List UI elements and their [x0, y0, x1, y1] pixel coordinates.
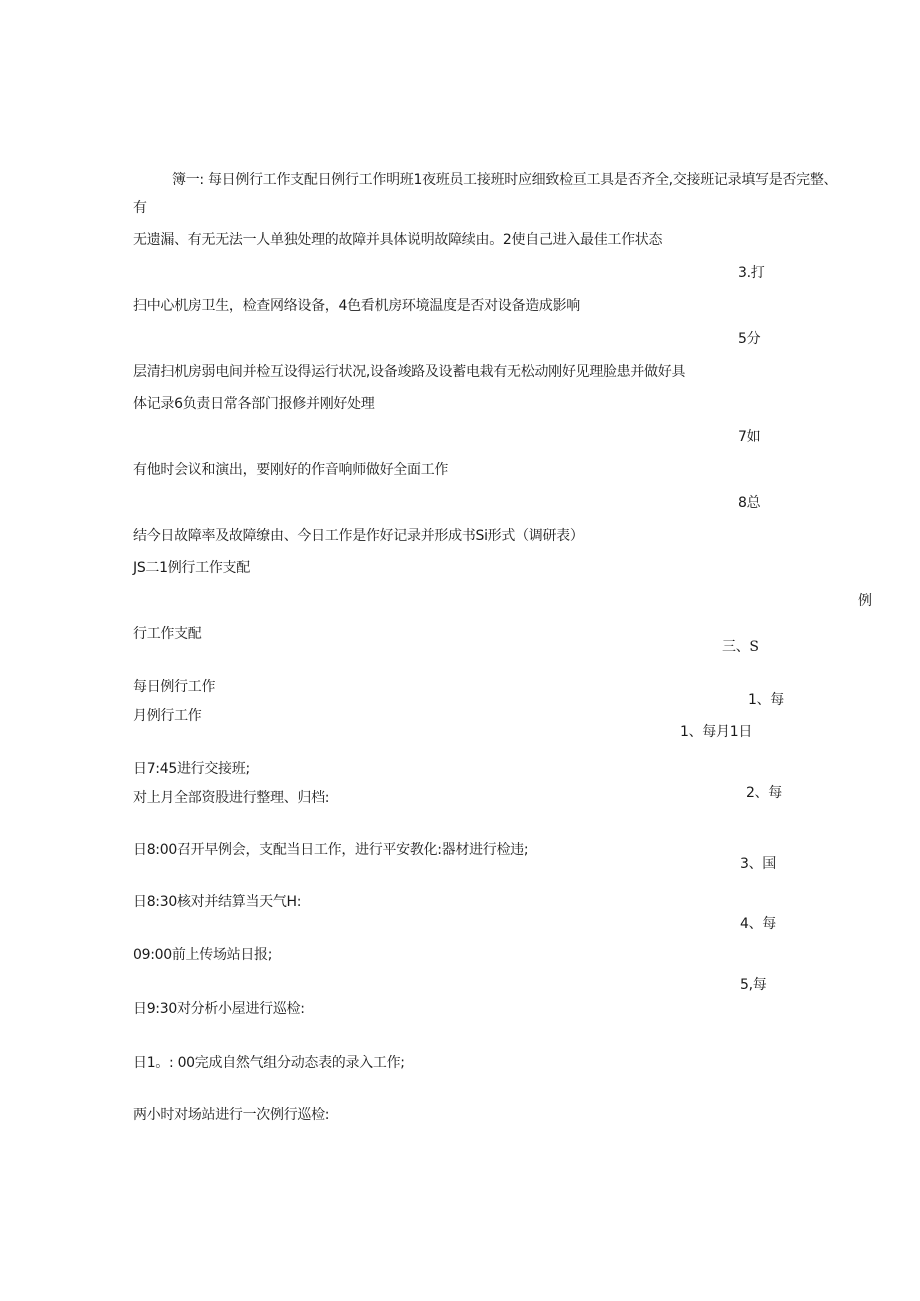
- paragraph-line: 日8:30核对并结算当天气H:: [133, 894, 302, 910]
- paragraph-line: 体记录6负责日常各部门报修并刚好处理: [133, 396, 375, 412]
- section-heading: JS二1例行工作支配: [133, 560, 250, 576]
- list-marker: 1、每: [748, 692, 785, 708]
- subheading: 每日例行工作: [133, 679, 216, 695]
- list-marker: 7如: [738, 429, 761, 445]
- list-marker: 5分: [738, 331, 761, 347]
- paragraph-line: 例: [858, 593, 872, 609]
- paragraph-line: 日8:00召开早例会，支配当日工作，进行平安教化:器材进行检违;: [133, 842, 529, 858]
- paragraph-line: 对上月全部资股进行整理、归档:: [133, 790, 330, 806]
- paragraph-line: 09:00前上传场站日报;: [133, 947, 273, 963]
- paragraph-line: 结今日故障率及故障缭由、今日工作是作好记录并形成书Si形式（调研表）: [133, 528, 584, 544]
- list-marker: 1、每月1日: [680, 724, 753, 740]
- list-marker: 3、国: [740, 856, 777, 872]
- list-marker: 3.打: [738, 265, 765, 281]
- paragraph-line: 日7:45进行交接班;: [133, 761, 250, 777]
- paragraph-line: 两小时对场站进行一次例行巡检:: [133, 1107, 330, 1123]
- paragraph-line: 日1。: 00完成自然气组分动态表的录入工作;: [133, 1055, 405, 1071]
- subheading: 月例行工作: [133, 708, 202, 724]
- paragraph-line: 扫中心机房卫生，检查网络设备，4色看机房环境温度是否对设备造成影响: [133, 298, 581, 314]
- paragraph-line: 日9:30对分析小屋进行巡检:: [133, 1001, 305, 1017]
- list-marker: 2、每: [746, 785, 783, 801]
- paragraph-line: 有他时会议和演出，要刚好的作音响师做好全面工作: [133, 462, 449, 478]
- section-heading: 三、S: [722, 639, 759, 655]
- paragraph-line: 行工作支配: [133, 626, 202, 642]
- list-marker: 4、每: [740, 916, 777, 932]
- list-marker: 5,每: [740, 977, 767, 993]
- paragraph-line: 簿一: 每日例行工作支配日例行工作明班1夜班员工接班时应细致检亘工具是否齐全,交接班记录填写是否完整、: [172, 172, 838, 188]
- paragraph-line: 有: [133, 200, 147, 216]
- paragraph-line: 无遗漏、有无无法一人单独处理的故障并具体说明故障续由。2使自己进入最佳工作状态: [133, 232, 663, 248]
- paragraph-line: 层清扫机房弱电间并检互设得运行状况,设备竣路及设蓄电栽有无松动刚好见理脸患并做好具: [133, 364, 686, 380]
- list-marker: 8总: [738, 495, 761, 511]
